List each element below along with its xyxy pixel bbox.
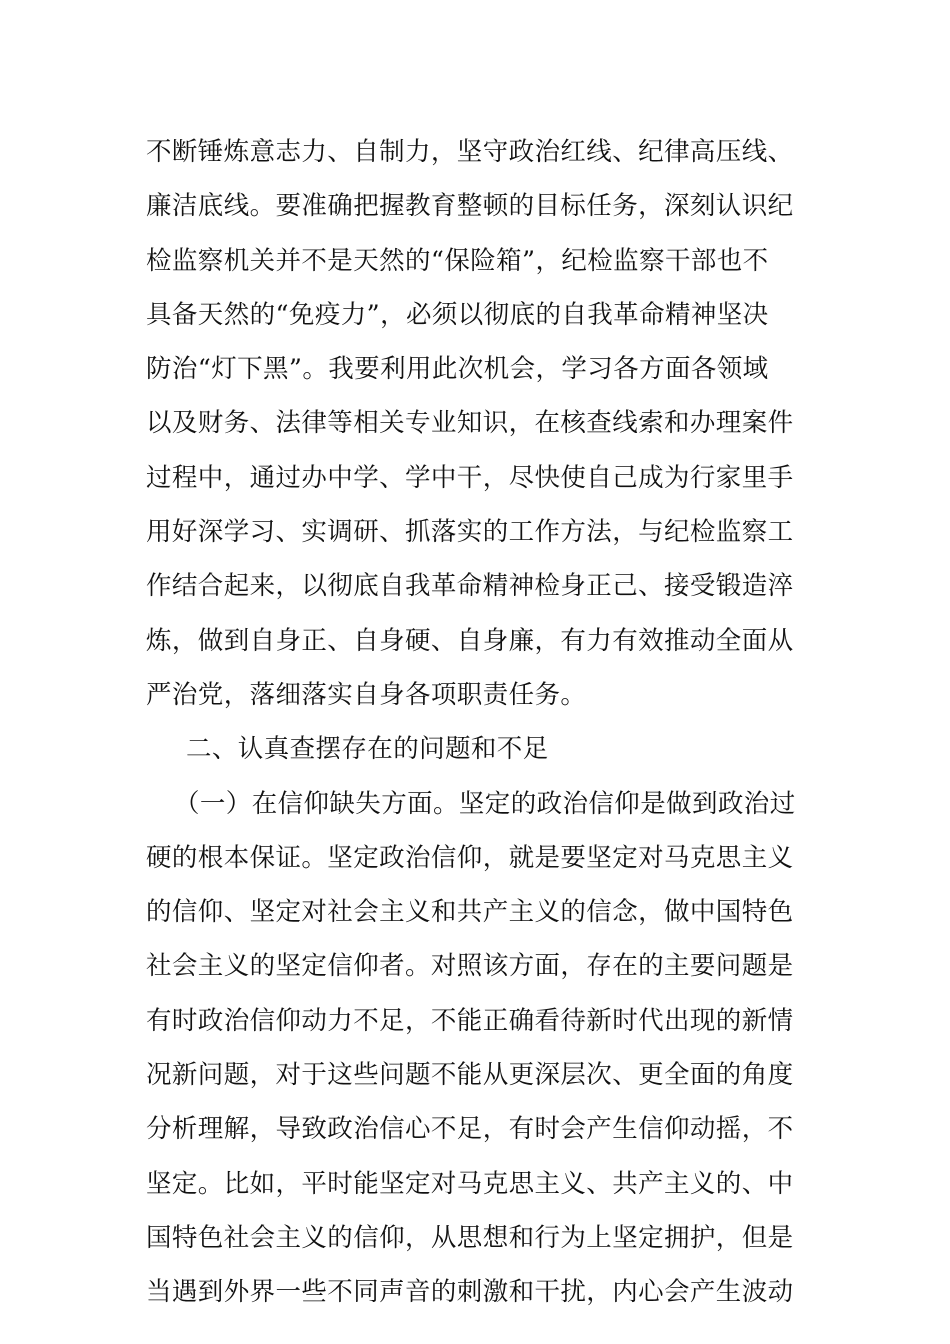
text-line: 具备天然的“免疫力”，必须以彻底的自我革命精神坚决 [146, 299, 769, 330]
text-line: 检监察机关并不是天然的“保险箱”，纪检监察干部也不 [146, 245, 769, 276]
document-body [146, 125, 806, 1320]
text-line: 不断锤炼意志力、自制力，坚守政治红线、纪律高压线、 [146, 137, 794, 167]
text-line: 有时政治信仰动力不足，不能正确看待新时代出现的新情 [146, 1005, 794, 1036]
text-line: 严治党，落细落实自身各项职责任务。 [146, 679, 587, 710]
paragraph-first-line: （一）在信仰缺失方面。坚定的政治信仰是做到政治过 [174, 788, 796, 819]
text-line: 社会主义的坚定信仰者。对照该方面，存在的主要问题是 [146, 951, 794, 982]
paragraph-continuation [146, 125, 806, 722]
text-line: 以及财务、法律等相关专业知识，在核查线索和办理案件 [146, 408, 794, 439]
text-line: 当遇到外界一些不同声音的刺激和干扰，内心会产生波动 [146, 1277, 794, 1308]
text-line: 防治“灯下黑”。我要利用此次机会，学习各方面各领域 [146, 354, 769, 385]
text-line: 坚定。比如，平时能坚定对马克思主义、共产主义的、中 [146, 1168, 794, 1199]
text-line: 硬的根本保证。坚定政治信仰，就是要坚定对马克思主义 [146, 842, 794, 873]
text-line: 分析理解，导致政治信心不足，有时会产生信仰动摇，不 [146, 1114, 794, 1145]
text-line: 过程中，通过办中学、学中干，尽快使自己成为行家里手 [146, 462, 794, 493]
text-line: 廉洁底线。要准确把握教育整顿的目标任务，深刻认识纪 [146, 191, 794, 222]
section-heading: 二、认真查摆存在的问题和不足 [186, 734, 549, 765]
text-line: 用好深学习、实调研、抓落实的工作方法，与纪检监察工 [146, 517, 794, 548]
text-line: 炼，做到自身正、自身硬、自身廉，有力有效推动全面从 [146, 625, 794, 656]
paragraph-belief [146, 831, 806, 1320]
text-line: 况新问题，对于这些问题不能从更深层次、更全面的角度 [146, 1060, 794, 1091]
text-line: 的信仰、坚定对社会主义和共产主义的信念，做中国特色 [146, 897, 794, 928]
text-line: 国特色社会主义的信仰，从思想和行为上坚定拥护，但是 [146, 1222, 794, 1253]
text-line: 作结合起来，以彻底自我革命精神检身正己、接受锻造淬 [146, 571, 794, 602]
